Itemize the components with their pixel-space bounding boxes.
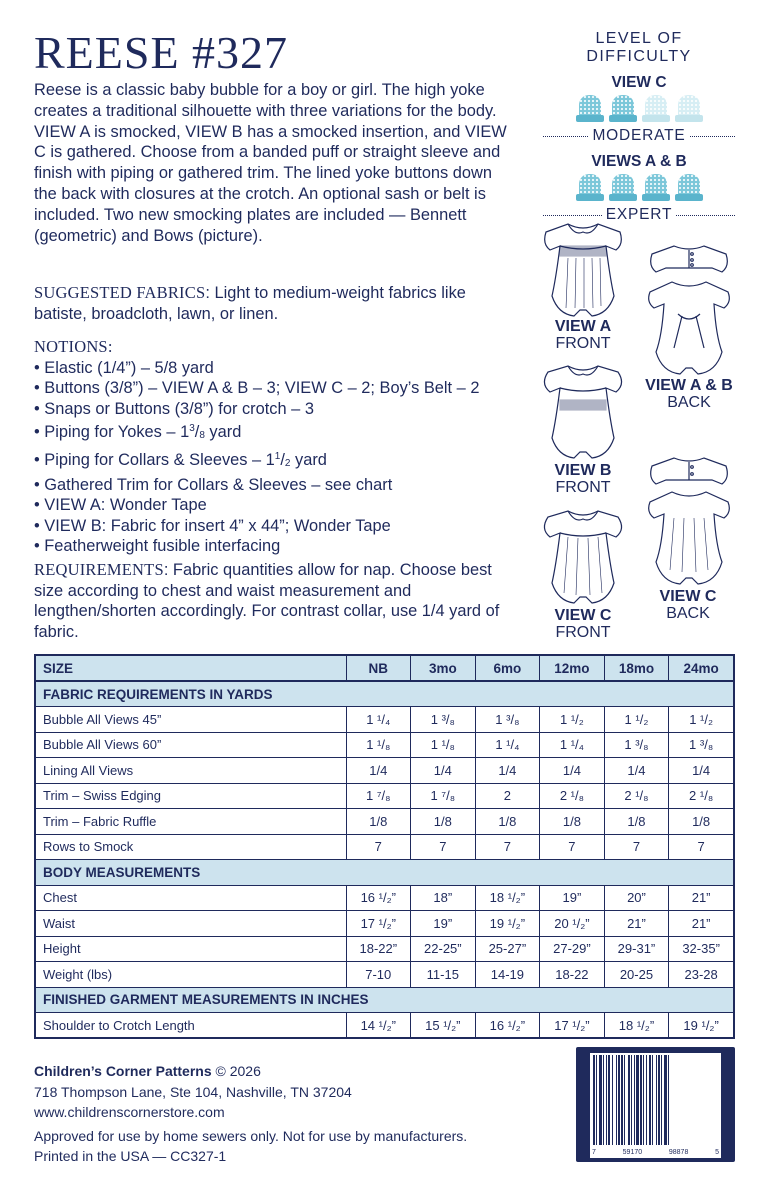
table-cell: 1/8 — [604, 809, 669, 835]
barcode-bar — [624, 1055, 625, 1145]
notions-list — [34, 358, 534, 557]
table-cell: 18” — [411, 885, 476, 911]
table-cell: 1/8 — [669, 809, 734, 835]
row-label: Chest — [35, 885, 346, 911]
table-cell: 20” — [604, 885, 669, 911]
view-name: VIEW A & B — [645, 377, 733, 394]
requirements-section — [34, 560, 516, 642]
printed-note: Printed in the USA — CC327-1 — [34, 1148, 227, 1165]
table-cell: 18-22 — [540, 962, 605, 988]
table-cell: 7 — [540, 834, 605, 860]
row-label: Trim – Swiss Edging — [35, 783, 346, 809]
row-label: Rows to Smock — [35, 834, 346, 860]
barcode-bar — [646, 1055, 647, 1145]
view-name: VIEW A — [554, 318, 612, 335]
barcode-bar — [603, 1055, 604, 1145]
list-item: • Buttons (3/8”) – VIEW A & B – 3; VIEW C – 2; Boy’s Belt – 2 — [34, 378, 534, 399]
fraction-den: 8 — [199, 430, 205, 442]
table-cell: 7 — [669, 834, 734, 860]
column-header: 6mo — [475, 655, 540, 681]
table-cell: 2 — [475, 783, 540, 809]
barcode-bar — [608, 1055, 610, 1145]
table-cell: 1 ¹/₂ — [604, 707, 669, 733]
table-cell: 27-29” — [540, 936, 605, 962]
list-item: • Snaps or Buttons (3/8”) for crotch – 3 — [34, 399, 534, 420]
barcode-bars — [590, 1053, 721, 1147]
table-cell: 21” — [669, 885, 734, 911]
thimble-rating-view-c — [543, 95, 735, 123]
barcode-bar — [643, 1055, 644, 1145]
view-side: FRONT — [555, 624, 611, 641]
column-header: SIZE — [35, 655, 346, 681]
barcode-digit: 59170 — [622, 1149, 643, 1156]
view-c-back-sketch — [644, 452, 734, 588]
row-label: Lining All Views — [35, 758, 346, 784]
barcode-bar — [596, 1055, 597, 1145]
thimble-rating-views-ab — [543, 174, 735, 202]
requirements-table — [34, 654, 735, 1039]
table-cell: 25-27” — [475, 936, 540, 962]
table-cell: 1/8 — [346, 809, 411, 835]
section-band-row — [35, 681, 734, 707]
table-cell: 19” — [540, 885, 605, 911]
barcode-bar — [649, 1055, 651, 1145]
column-header: 3mo — [411, 655, 476, 681]
row-label: Trim – Fabric Ruffle — [35, 809, 346, 835]
thimble-icon — [675, 95, 703, 123]
barcode-bar — [658, 1055, 660, 1145]
notions-section — [34, 337, 534, 557]
fraction-den: 2 — [284, 457, 291, 469]
table-cell: 21” — [669, 911, 734, 937]
notion-suffix: yard — [290, 450, 327, 469]
table-cell: 29-31” — [604, 936, 669, 962]
table-cell: 16 ¹/₂” — [346, 885, 411, 911]
table-cell: 19” — [411, 911, 476, 937]
list-item: • Featherweight fusible interfacing — [34, 536, 534, 557]
section-band-row — [35, 860, 734, 886]
difficulty-panel — [543, 30, 735, 224]
table-cell: 1 ⁷/₈ — [346, 783, 411, 809]
barcode-digit: 5 — [715, 1149, 719, 1156]
table-cell: 1 ³/₈ — [604, 732, 669, 758]
list-item: • Gathered Trim for Collars & Sleeves – see chart — [34, 475, 534, 496]
table-cell: 1 ⁷/₈ — [411, 783, 476, 809]
table-cell: 7 — [411, 834, 476, 860]
table-cell: 18-22” — [346, 936, 411, 962]
table-cell: 7 — [475, 834, 540, 860]
barcode-bar — [664, 1055, 667, 1145]
table-cell: 19 ¹/₂” — [669, 1013, 734, 1039]
table-row — [35, 911, 734, 937]
divider-line — [543, 215, 602, 216]
table-cell: 1/8 — [475, 809, 540, 835]
table-body — [35, 681, 734, 1038]
column-header: 24mo — [669, 655, 734, 681]
table-cell: 1/4 — [411, 758, 476, 784]
table-cell: 1 ¹/₈ — [346, 732, 411, 758]
view-name: VIEW B — [554, 462, 612, 479]
company-name: Children’s Corner Patterns — [34, 1063, 212, 1079]
section-band-label: FINISHED GARMENT MEASUREMENTS IN INCHES — [35, 987, 734, 1013]
table-cell: 19 ¹/₂” — [475, 911, 540, 937]
notions-heading: NOTIONS: — [34, 337, 113, 356]
barcode — [576, 1047, 735, 1162]
requirements-text: : Fabric quantities allow for nap. Choose best size according to chest and waist measurement and lengthen/shorten accordingly. For contrast collar, use 1/4 yard of fabric. — [34, 561, 500, 641]
view-side: FRONT — [555, 335, 611, 352]
table-cell: 2 ¹/₈ — [540, 783, 605, 809]
view-c-front-sketch — [538, 505, 628, 607]
table-cell: 1 ³/₈ — [475, 707, 540, 733]
barcode-bar — [636, 1055, 639, 1145]
table-cell: 1/8 — [411, 809, 476, 835]
view-ab-back-caption — [636, 377, 742, 411]
table-cell: 1 ³/₈ — [411, 707, 476, 733]
table-cell: 1 ³/₈ — [669, 732, 734, 758]
approved-note: Approved for use by home sewers only. Not for use by manufacturers. — [34, 1128, 468, 1144]
table-cell: 1/4 — [540, 758, 605, 784]
barcode-bar — [634, 1055, 635, 1145]
view-c-back-caption — [638, 588, 738, 622]
requirements-heading: REQUIREMENTS — [34, 560, 164, 579]
intro-paragraph: Reese is a classic baby bubble for a boy or girl. The high yoke creates a traditional silhouette with three variations for the body. VIEW A is smocked, VIEW B has a smocked insertion, and VIEW C is gathered. Choose from a banded puff or straight sleeve and finish with piping or gathered trim. The lined yoke buttons down the back with closures at the crotch. An optional sash or belt is included. Two new smocking plates are included — Bennett (geometric) and Bows (picture). — [34, 81, 507, 245]
barcode-digit: 98878 — [668, 1149, 689, 1156]
address: 718 Thompson Lane, Ste 104, Nashville, TN 37204 — [34, 1083, 352, 1100]
table-row — [35, 758, 734, 784]
table-cell: 1/4 — [346, 758, 411, 784]
row-label: Weight (lbs) — [35, 962, 346, 988]
copyright: © 2026 — [211, 1063, 261, 1079]
section-band-row — [35, 987, 734, 1013]
divider-line — [543, 136, 588, 137]
row-label: Shoulder to Crotch Length — [35, 1013, 346, 1039]
website: www.childrenscornerstore.com — [34, 1104, 225, 1121]
expert-label: EXPERT — [605, 206, 673, 223]
difficulty-title: LEVEL OF DIFFICULTY — [586, 30, 692, 65]
view-a-front-sketch — [538, 218, 628, 320]
view-c-label: VIEW C — [611, 74, 667, 91]
table-cell: 1 ¹/₄ — [346, 707, 411, 733]
table-cell: 2 ¹/₈ — [669, 783, 734, 809]
barcode-bar — [628, 1055, 630, 1145]
barcode-digits — [590, 1147, 721, 1158]
barcode-bar — [640, 1055, 642, 1145]
table-row — [35, 732, 734, 758]
table-row — [35, 809, 734, 835]
list-item: • VIEW A: Wonder Tape — [34, 495, 534, 516]
list-item: • VIEW B: Fabric for insert 4” x 44”; Wonder Tape — [34, 516, 534, 537]
table-row — [35, 1013, 734, 1039]
table-cell: 1/4 — [669, 758, 734, 784]
fabrics-heading: SUGGESTED FABRICS — [34, 283, 206, 302]
barcode-digit: 7 — [592, 1149, 596, 1156]
barcode-bar — [612, 1055, 613, 1145]
table-cell: 7 — [346, 834, 411, 860]
section-band-label: BODY MEASUREMENTS — [35, 860, 734, 886]
thimble-icon — [675, 174, 703, 202]
view-side: BACK — [667, 394, 711, 411]
table-row — [35, 962, 734, 988]
table-cell: 7-10 — [346, 962, 411, 988]
thimble-icon — [609, 95, 637, 123]
row-label: Bubble All Views 60” — [35, 732, 346, 758]
thimble-icon — [576, 174, 604, 202]
table-cell: 15 ¹/₂” — [411, 1013, 476, 1039]
notion-text: Piping for Yokes – 1 — [44, 423, 190, 442]
column-header: 18mo — [604, 655, 669, 681]
barcode-bar — [652, 1055, 653, 1145]
notion-text: Piping for Collars & Sleeves – 1 — [44, 450, 275, 469]
thimble-icon — [642, 174, 670, 202]
list-item: • Elastic (1/4”) – 5/8 yard — [34, 358, 534, 379]
table-row — [35, 936, 734, 962]
view-side: FRONT — [555, 479, 611, 496]
view-b-front-caption — [538, 462, 628, 496]
table-cell: 1/4 — [604, 758, 669, 784]
table-cell: 7 — [604, 834, 669, 860]
table-cell: 32-35” — [669, 936, 734, 962]
publisher-info — [34, 1061, 352, 1123]
view-name: VIEW C — [659, 588, 717, 605]
thimble-icon — [576, 95, 604, 123]
table-cell: 17 ¹/₂” — [346, 911, 411, 937]
table-cell: 20-25 — [604, 962, 669, 988]
barcode-bar — [656, 1055, 657, 1145]
view-ab-back-sketch — [644, 240, 734, 380]
list-item: • Piping for Yokes – $1^3/_8$ yard — [34, 419, 534, 447]
table-cell: 18 ¹/₂” — [604, 1013, 669, 1039]
view-name: VIEW C — [554, 607, 612, 624]
legal-notice — [34, 1126, 467, 1167]
views-ab-label: VIEWS A & B — [591, 153, 687, 170]
table-cell: 20 ¹/₂” — [540, 911, 605, 937]
table-row — [35, 834, 734, 860]
table-cell: 23-28 — [669, 962, 734, 988]
table-cell: 1/8 — [540, 809, 605, 835]
view-a-front-caption — [538, 318, 628, 352]
barcode-bar — [593, 1055, 595, 1145]
barcode-bar — [661, 1055, 662, 1145]
table-cell: 1 ¹/₄ — [475, 732, 540, 758]
fabrics-text: : Light to medium-weight fabrics like batiste, broadcloth, lawn, or linen. — [34, 284, 466, 323]
table-cell: 1 ¹/₂ — [669, 707, 734, 733]
list-item: • Piping for Collars & Sleeves – $1^1/_2$ yard — [34, 447, 534, 475]
view-c-front-caption — [538, 607, 628, 641]
table-cell: 21” — [604, 911, 669, 937]
view-b-front-sketch — [538, 360, 628, 462]
barcode-bar — [599, 1055, 602, 1145]
column-header: NB — [346, 655, 411, 681]
row-label: Height — [35, 936, 346, 962]
barcode-bar — [606, 1055, 607, 1145]
table-header-row — [35, 655, 734, 681]
divider-line — [690, 136, 735, 137]
suggested-fabrics — [34, 283, 516, 324]
barcode-bar — [668, 1055, 669, 1145]
notion-suffix: yard — [204, 423, 242, 442]
moderate-label: MODERATE — [592, 127, 686, 144]
divider-line — [676, 215, 735, 216]
fraction-num: 1 — [274, 450, 281, 462]
barcode-bar — [616, 1055, 617, 1145]
section-band-label: FABRIC REQUIREMENTS IN YARDS — [35, 681, 734, 707]
table-cell: 22-25” — [411, 936, 476, 962]
page-title: REESE #327 — [34, 27, 289, 78]
row-label: Waist — [35, 911, 346, 937]
barcode-bar — [631, 1055, 632, 1145]
thimble-icon — [642, 95, 670, 123]
table-cell: 1/4 — [475, 758, 540, 784]
row-label: Bubble All Views 45” — [35, 707, 346, 733]
table-cell: 14 ¹/₂” — [346, 1013, 411, 1039]
table-row — [35, 885, 734, 911]
thimble-icon — [609, 174, 637, 202]
table-row — [35, 707, 734, 733]
fraction-num: 3 — [189, 423, 195, 435]
view-side: BACK — [666, 605, 710, 622]
table-row — [35, 783, 734, 809]
table-cell: 16 ¹/₂” — [475, 1013, 540, 1039]
table-cell: 2 ¹/₈ — [604, 783, 669, 809]
barcode-bar — [621, 1055, 623, 1145]
table-cell: 1 ¹/₈ — [411, 732, 476, 758]
table-cell: 1 ¹/₄ — [540, 732, 605, 758]
barcode-bar — [618, 1055, 620, 1145]
table-cell: 14-19 — [475, 962, 540, 988]
moderate-divider — [543, 127, 735, 145]
table-cell: 1 ¹/₂ — [540, 707, 605, 733]
table-cell: 17 ¹/₂” — [540, 1013, 605, 1039]
column-header: 12mo — [540, 655, 605, 681]
table-cell: 11-15 — [411, 962, 476, 988]
table-cell: 18 ¹/₂” — [475, 885, 540, 911]
